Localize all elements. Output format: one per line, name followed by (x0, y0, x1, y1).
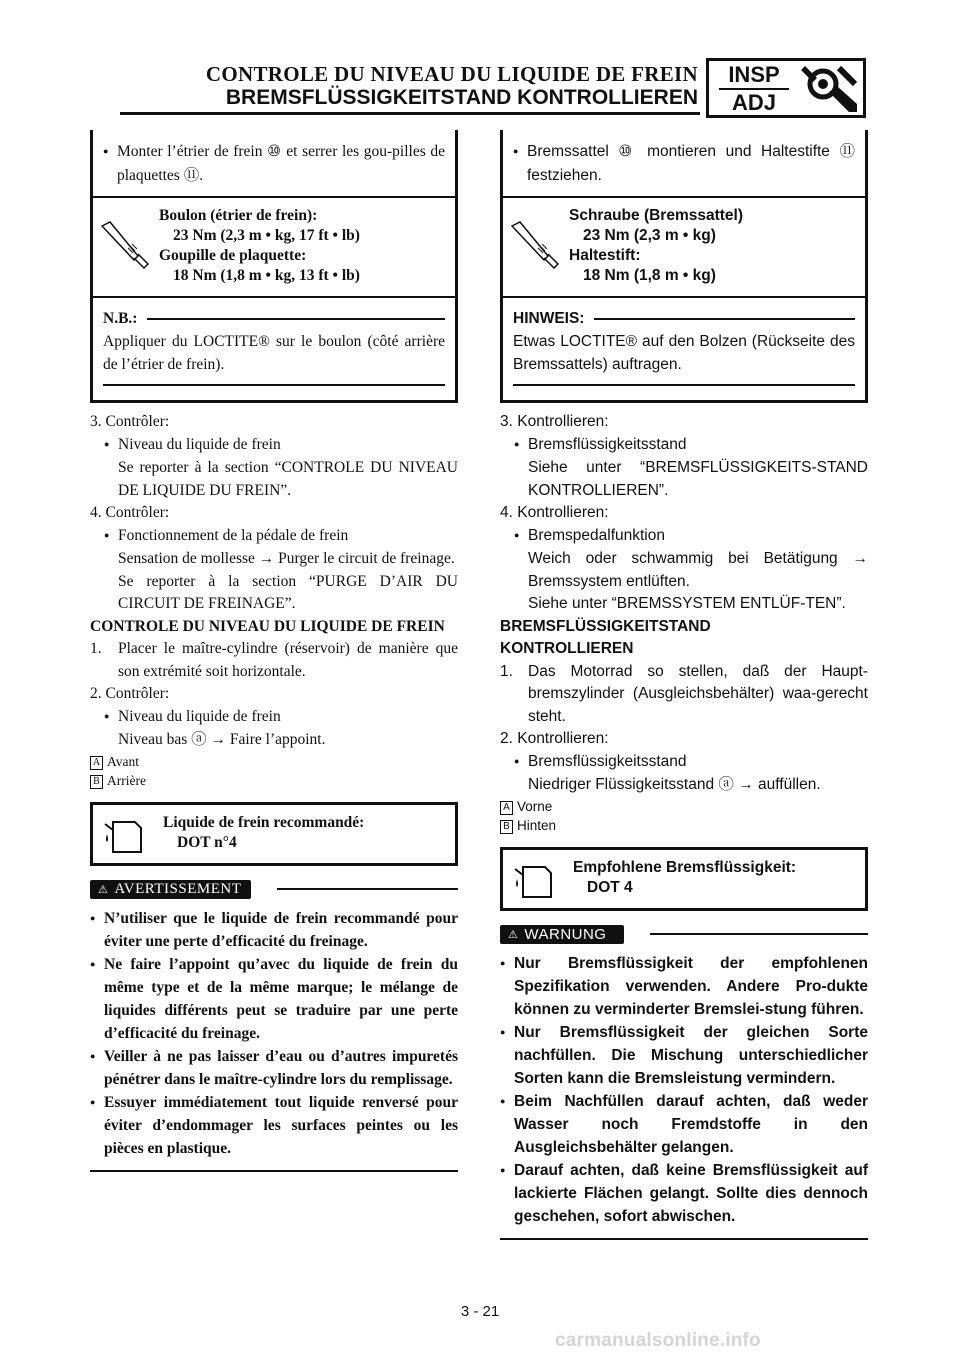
s3-bullet: Niveau du liquide de frein (118, 435, 281, 453)
s4-bullet: Fonctionnement de la pédale de frein (118, 526, 349, 544)
note-block (93, 296, 455, 400)
steps-french (90, 411, 458, 790)
s4-title: 4. Contrôler: (90, 504, 170, 521)
s4-text-1: Weich oder schwammig bei Betätigung → Bremssystem entlüften. (528, 550, 868, 590)
torque-line-3: Haltestift: (569, 247, 641, 264)
legend-a: A Vorne (500, 797, 868, 816)
s3-title: 3. Kontrollieren: (500, 413, 609, 430)
warning-item: ● Essuyer immédiatement tout liquide renversé pour éviter d’endommager les surfaces peintes ou les pièces en plastique. (90, 1091, 458, 1160)
section-title: CONTROLE DU NIVEAU DU LIQUIDE DE FREIN (90, 617, 445, 635)
page-number: 3 - 21 (460, 1303, 500, 1320)
warning-item: ● Nur Bremsflüssigkeit der gleichen Sorte nachfüllen. Die Mischung unterschiedlicher Sorten kann die Bremsleistung vermindern. (500, 1021, 868, 1090)
s3-bullet: Bremsflüssigkeitsstand (528, 435, 687, 453)
warning-icon: ⚠ (98, 883, 109, 896)
step2-text: Niedriger Flüssigkeitsstand ⓐ → auffüllen. (528, 776, 821, 793)
step2-title: 2. Contrôler: (90, 685, 170, 702)
legend-a: A Avant (90, 752, 458, 771)
oil-can-icon (101, 814, 147, 854)
warning-label: AVERTISSEMENT (114, 880, 242, 897)
s4-bullet: Bremspedalfunktion (528, 526, 665, 544)
warning-item: ● Beim Nachfüllen darauf achten, daß weder Wasser noch Fremdstoffe in den Ausgleichsbehälter gelangen. (500, 1090, 868, 1159)
fluid-line-1: Empfohlene Bremsflüssigkeit: (573, 858, 797, 876)
step1-text: Das Motorrad so stellen, daß der Haupt-bremszylinder (Ausgleichsbehälter) waa-gerecht steht. (528, 662, 868, 725)
step1-text: Placer le maître-cylindre (réservoir) de manière que son extrémité soit horizontale. (118, 640, 458, 680)
s3-title: 3. Contrôler: (90, 413, 170, 430)
s4-text-2: Siehe unter “BREMSSYSTEM ENTLÜF-TEN”. (528, 595, 846, 612)
torque-line-4: 18 Nm (1,8 m • kg) (583, 267, 716, 284)
torque-line-3: Goupille de plaquette: (159, 247, 307, 264)
header-title-fr: CONTROLE DU NIVEAU DU LIQUIDE DE FREIN (205, 62, 698, 86)
legend-b: B Arrière (90, 771, 458, 790)
step2-bullet: Niveau du liquide de frein (118, 707, 281, 725)
s4-text-2: Se reporter à la section “PURGE D’AIR DU CIRCUIT DE FREINAGE”. (118, 572, 458, 612)
badge-top-label: INSP (728, 62, 780, 87)
install-box (500, 130, 868, 403)
torque-wrench-icon (98, 220, 150, 272)
column-french (90, 130, 458, 1172)
warning-item: ● Darauf achten, daß keine Bremsflüssigkeit auf lackierte Flächen gelangt. Sollte dies dennoch geschehen, sofort abwischen. (500, 1159, 868, 1228)
watermark: carmanualsonline.info (555, 1330, 761, 1351)
fluid-line-1: Liquide de frein recommandé: (163, 813, 365, 831)
step1-num: 1. (90, 640, 102, 657)
wrench-icon (799, 62, 861, 114)
step1-num: 1. (500, 662, 513, 680)
torque-line-2: 23 Nm (2,3 m • kg, 17 ft • lb) (173, 227, 360, 244)
install-text: Monter l’étrier de frein ⑩ et serrer les gou-pilles de plaquettes ⑪. (117, 143, 445, 184)
s3-text: Se reporter à la section “CONTROLE DU NIVEAU DE LIQUIDE DU FREIN”. (118, 459, 458, 499)
note-text: Etwas LOCTITE® auf den Bolzen (Rückseite des Bremssattels) auftragen. (513, 333, 855, 373)
step2-text: Niveau bas ⓐ → Faire l’appoint. (118, 731, 326, 748)
warning-item: ● Nur Bremsflüssigkeit der empfohlenen Spezifikation verwenden. Andere Pro-dukte können zu verminderter Bremslei-stung führen. (500, 952, 868, 1021)
note-label: HINWEIS: (513, 310, 585, 327)
note-label: N.B.: (103, 310, 138, 327)
header-title-de: BREMSFLÜSSIGKEITSTAND KONTROLLIEREN (225, 86, 698, 109)
section-title: BREMSFLÜSSIGKEITSTAND KONTROLLIEREN (500, 617, 711, 657)
s3-text: Siehe unter “BREMSFLÜSSIGKEITS-STAND KONTROLLIEREN”. (528, 459, 868, 499)
torque-line-1: Boulon (étrier de frein): (159, 207, 318, 224)
steps-german (500, 411, 868, 835)
insp-adj-badge (706, 58, 866, 118)
fluid-spec (90, 802, 458, 866)
torque-line-4: 18 Nm (1,8 m • kg, 13 ft • lb) (173, 267, 360, 284)
fluid-line-2: DOT 4 (587, 878, 633, 896)
step2-title: 2. Kontrollieren: (500, 730, 609, 747)
warning-list (90, 907, 458, 1160)
torque-line-2: 23 Nm (2,3 m • kg) (583, 227, 716, 244)
install-text-block (503, 130, 865, 196)
torque-spec (503, 196, 865, 296)
warning-item: ● Veiller à ne pas laisser d’eau ou d’autres impuretés pénétrer dans le maître-cylindre lors du remplissage. (90, 1045, 458, 1091)
warning-item: ● Ne faire l’appoint qu’avec du liquide de frein du même type et de la même marque; le mélange de liquides différents peut se traduire par une perte d’efficacité du freinage. (90, 953, 458, 1045)
s4-text-1: Sensation de mollesse → Purger le circuit de freinage. (118, 550, 455, 567)
warning-icon: ⚠ (508, 928, 519, 941)
warning-header (90, 880, 458, 899)
legend-b: B Hinten (500, 816, 868, 835)
step2-bullet: Bremsflüssigkeitsstand (528, 752, 687, 770)
install-box (90, 130, 458, 403)
install-text: Bremssattel ⑩ montieren und Haltestifte ⑪ festziehen. (527, 143, 855, 184)
warning-list (500, 952, 868, 1228)
column-german (500, 130, 868, 1240)
warning-label: WARNUNG (524, 925, 607, 943)
oil-can-icon (511, 859, 557, 899)
note-block (503, 296, 865, 400)
fluid-line-2: DOT n°4 (177, 833, 237, 851)
torque-wrench-icon (508, 220, 560, 272)
note-text: Appliquer du LOCTITE® sur le boulon (côté arrière de l’étrier de frein). (103, 333, 445, 373)
header-rule (120, 112, 700, 115)
install-text-block (93, 130, 455, 196)
torque-line-1: Schraube (Bremssattel) (569, 207, 744, 224)
fluid-spec (500, 847, 868, 911)
warning-item: ● N’utiliser que le liquide de frein recommandé pour éviter une perte d’efficacité du freinage. (90, 907, 458, 953)
torque-spec (93, 196, 455, 296)
s4-title: 4. Kontrollieren: (500, 504, 609, 521)
warning-header (500, 925, 868, 944)
badge-bottom-label: ADJ (731, 90, 776, 115)
